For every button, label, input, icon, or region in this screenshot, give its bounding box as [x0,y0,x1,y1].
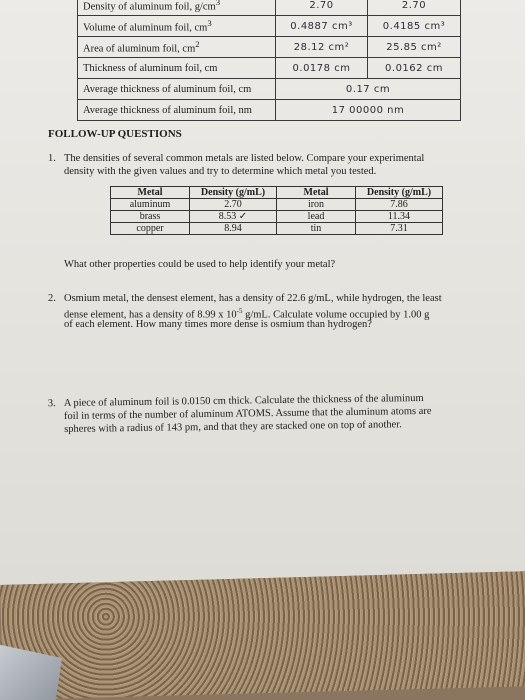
question-2 [48,292,508,334]
table-cell: iron [277,199,356,211]
table-row [78,16,461,37]
question-text: foil in terms of the number of aluminum ATOMS. Assume that the aluminum atoms are [63,405,432,422]
table-row [111,211,443,223]
column-header: Metal [111,187,190,199]
table-row [78,58,461,79]
table-cell: copper [111,223,190,235]
table-row [111,223,443,235]
table-cell: 7.31 [356,223,443,235]
trial1-value: 0.0178 cm [276,58,368,79]
table-row [111,199,443,211]
row-label: Density of aluminum foil, $g/cm^3$ [78,0,276,16]
carpet-background [0,571,525,700]
table-row [78,79,461,100]
table-cell: brass [111,211,190,223]
table-row [78,0,461,16]
question-text: of each element. How many times more dense is osmium than hydrogen? [64,319,372,330]
table-header-row [111,187,443,199]
trial2-value: 0.4185 cm³ [368,16,461,37]
question-text: The densities of several common metals are listed below. Compare your experimental [64,153,425,164]
trial1-value: 2.70 [276,0,368,16]
question-text: Osmium metal, the densest element, has a density of 22.6 g/mL, while hydrogen, the least [64,293,442,304]
metals-density-table [110,186,443,235]
row-label: Average thickness of aluminum foil, nm [78,100,276,121]
question-number: 2. [48,293,56,304]
question-1-followup [64,258,484,272]
question-1 [48,152,488,182]
question-text: What other properties could be used to help identify your metal? [64,259,336,270]
table-row [78,37,461,58]
table-cell: aluminum [111,199,190,211]
row-label: Average thickness of aluminum foil, cm [78,79,276,100]
table-cell: 8.53 ✓ [190,211,277,223]
question-number: 3. [47,398,56,410]
question-number: 1. [48,153,56,164]
row-label: Area of aluminum foil, $cm^2$ [78,37,276,58]
section-title: FOLLOW-UP QUESTIONS [48,128,182,140]
question-text: A piece of aluminum foil is 0.0150 cm thick. Calculate the thickness of the aluminum [63,392,424,409]
question-text: density with the given values and try to determine which metal you tested. [64,166,377,177]
table-cell: 7.86 [356,199,443,211]
trial2-value: 25.85 cm² [368,37,461,58]
table-cell: 8.94 [190,223,277,235]
question-text: spheres with a radius of 143 pm, and that they are stacked one on top of another. [64,419,402,435]
trial2-value: 2.70 [368,0,461,16]
column-header: Density (g/mL) [356,187,443,199]
table-row [78,100,461,121]
column-header: Density (g/mL) [190,187,277,199]
results-table [77,0,461,121]
trial1-value: 0.4887 cm³ [276,16,368,37]
average-value: 17 00000 nm [276,100,461,121]
table-cell: 2.70 [190,199,277,211]
row-label: Thickness of aluminum foil, cm [78,58,276,79]
question-3 [48,391,509,439]
column-header: Metal [277,187,356,199]
table-cell: 11.34 [356,211,443,223]
question-text: dense element, has a density of 8.99 x $10^{-5}$ g/mL. Calculate volume occupied by 1.00 g [64,307,430,321]
table-cell: lead [277,211,356,223]
row-label: Volume of aluminum foil, $cm^3$ [78,16,276,37]
trial1-value: 28.12 cm² [276,37,368,58]
table-cell: tin [277,223,356,235]
average-value: 0.17 cm [276,79,461,100]
trial2-value: 0.0162 cm [368,58,461,79]
